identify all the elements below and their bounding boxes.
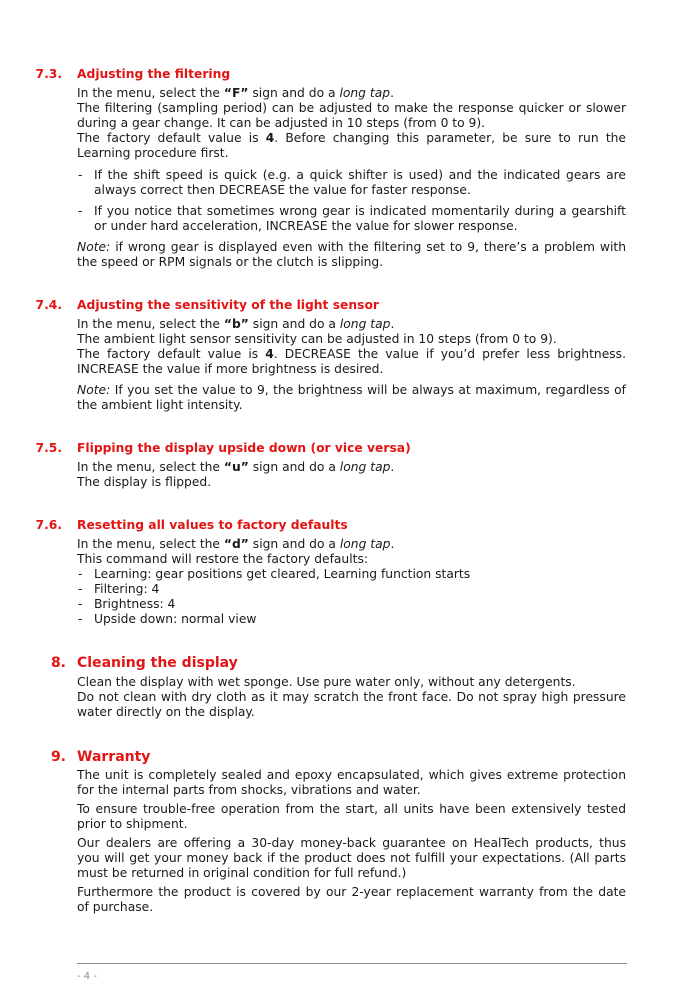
paragraph: The factory default value is 4. Before changing this parameter, be sure to run the Learning procedure first. [77, 131, 626, 160]
section-title: Adjusting the filtering [77, 67, 231, 81]
list-item: - If you notice that sometimes wrong gear is indicated momentarily during a gearshift or under hard acceleration, INCREASE the value for slower response. [78, 204, 626, 233]
footer-divider [77, 963, 627, 964]
section-title: Cleaning the display [77, 655, 238, 671]
paragraph: Our dealers are offering a 30-day money-back guarantee on HealTech products, thus you will get your money back if the product does not fulfill your expectations. (All parts must be returned in original condition for full refund.) [77, 836, 626, 880]
paragraph: The unit is completely sealed and epoxy encapsulated, which gives extreme protection for the internal parts from shocks, vibrations and water. [77, 768, 626, 797]
section-title: Flipping the display upside down (or vice versa) [77, 441, 411, 455]
menu-instruction: In the menu, select the “u” sign and do a long tap. [77, 460, 395, 474]
section-9-body [77, 768, 626, 915]
section-number: 9. [50, 749, 66, 765]
section-number: 7.3. [35, 67, 62, 81]
section-7-6-body [77, 537, 626, 627]
section-9-heading [0, 749, 698, 767]
paragraph: To ensure trouble-free operation from the start, all units have been extensively tested prior to shipment. [77, 802, 626, 831]
section-7-3-heading [0, 67, 698, 83]
bullet-list [77, 168, 626, 234]
section-title: Adjusting the sensitivity of the light sensor [77, 298, 379, 312]
list-item: - Brightness: 4 [78, 597, 176, 611]
paragraph: The ambient light sensor sensitivity can be adjusted in 10 steps (from 0 to 9). [77, 332, 557, 346]
section-title: Resetting all values to factory defaults [77, 518, 348, 532]
menu-instruction: In the menu, select the “d” sign and do a long tap. [77, 537, 395, 551]
section-number: 7.6. [35, 518, 62, 532]
page-number: - 4 - [77, 971, 97, 982]
menu-instruction: In the menu, select the “F” sign and do a long tap. [77, 86, 394, 100]
menu-instruction: In the menu, select the “b” sign and do a long tap. [77, 317, 395, 331]
section-number: 7.5. [35, 441, 62, 455]
section-7-3-body [77, 86, 626, 270]
paragraph: The factory default value is 4. DECREASE the value if you’d prefer less brightness. INCREASE the value if more brightness is desired. [77, 347, 626, 376]
section-7-4-body [77, 317, 626, 413]
list-item: - Upside down: normal view [78, 612, 257, 626]
note: Note: If you set the value to 9, the brightness will be always at maximum, regardless of the ambient light intensity. [77, 383, 626, 412]
section-title: Warranty [77, 749, 151, 765]
paragraph: Do not clean with dry cloth as it may scratch the front face. Do not spray high pressure water directly on the display. [77, 690, 626, 719]
section-7-4-heading [0, 298, 698, 314]
paragraph: The filtering (sampling period) can be adjusted to make the response quicker or slower during a gear change. It can be adjusted in 10 steps (from 0 to 9). [77, 101, 626, 130]
section-7-5-body [77, 460, 626, 490]
section-7-5-heading [0, 441, 698, 457]
paragraph: Clean the display with wet sponge. Use pure water only, without any detergents. [77, 675, 576, 689]
section-number: 8. [50, 655, 66, 671]
list-item: - Learning: gear positions get cleared, Learning function starts [78, 567, 471, 581]
paragraph: The display is flipped. [77, 475, 212, 489]
paragraph: This command will restore the factory defaults: [77, 552, 369, 566]
section-7-6-heading [0, 518, 698, 534]
list-item: - Filtering: 4 [78, 582, 160, 596]
section-8-body [77, 675, 626, 720]
list-item: - If the shift speed is quick (e.g. a quick shifter is used) and the indicated gears are always correct then DECREASE the value for faster response. [78, 168, 626, 197]
note: Note: if wrong gear is displayed even with the filtering set to 9, there’s a problem with the speed or RPM signals or the clutch is slipping. [77, 240, 626, 269]
section-number: 7.4. [35, 298, 62, 312]
paragraph: Furthermore the product is covered by our 2-year replacement warranty from the date of purchase. [77, 885, 626, 914]
section-8-heading [0, 655, 698, 673]
bullet-list [77, 567, 626, 627]
